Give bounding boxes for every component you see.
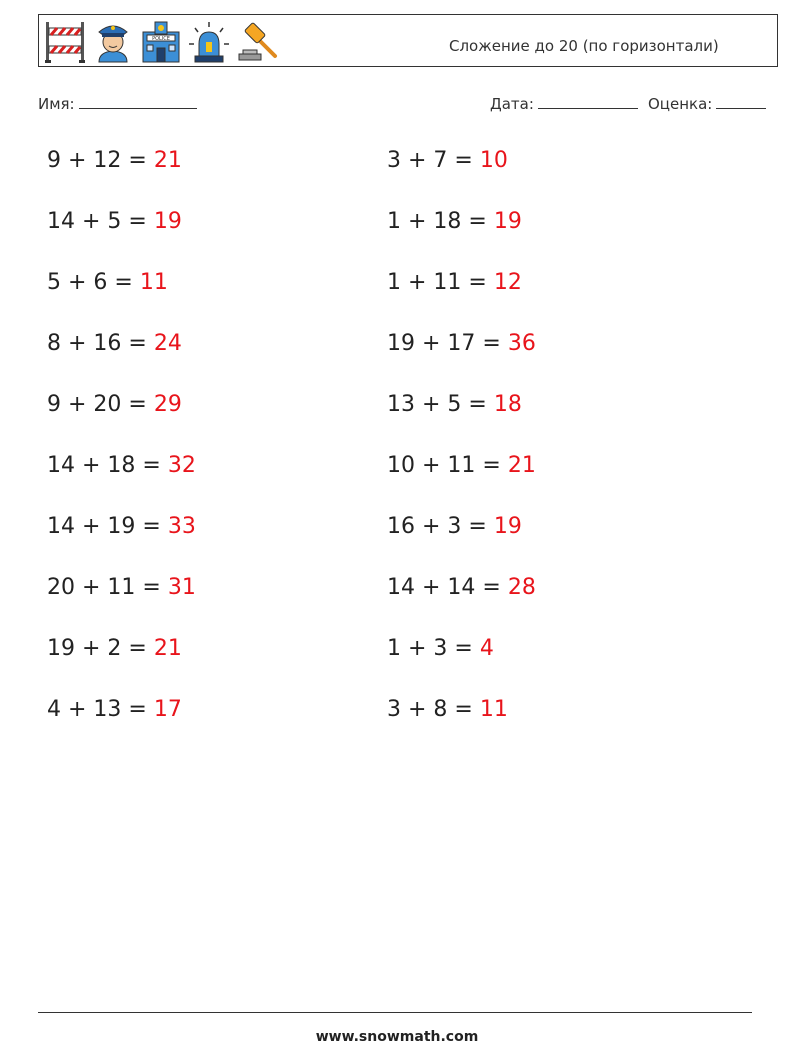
siren-icon — [187, 18, 231, 64]
problem-item — [47, 697, 182, 722]
police-officer-icon — [91, 18, 135, 64]
problem-answer: 31 — [167, 575, 196, 600]
problem-answer: 32 — [167, 453, 196, 478]
date-field[interactable] — [490, 94, 638, 113]
problem-answer: 11 — [479, 697, 508, 722]
problem-question: 1 + 3 = — [387, 636, 480, 661]
footer-site: www.snowmath.com — [315, 1029, 479, 1045]
problem-question: 14 + 18 = — [47, 453, 168, 478]
problem-answer: 10 — [479, 148, 508, 173]
date-blank[interactable] — [538, 94, 638, 109]
problem-answer: 12 — [493, 270, 522, 295]
problem-item — [47, 270, 168, 295]
problem-item — [387, 331, 536, 356]
barrier-icon — [43, 18, 87, 64]
problem-answer: 18 — [493, 392, 522, 417]
worksheet-header — [38, 14, 778, 67]
problem-item — [47, 453, 196, 478]
student-fields — [38, 94, 772, 116]
problem-question: 5 + 6 = — [47, 270, 140, 295]
header-icons — [43, 18, 279, 64]
problem-answer: 29 — [153, 392, 182, 417]
grade-field[interactable] — [648, 94, 766, 113]
problem-item — [387, 697, 508, 722]
name-blank[interactable] — [79, 94, 197, 109]
problem-answer: 21 — [153, 148, 182, 173]
problem-answer: 21 — [153, 636, 182, 661]
problem-question: 14 + 14 = — [387, 575, 508, 600]
problem-question: 3 + 8 = — [387, 697, 480, 722]
problem-answer: 28 — [507, 575, 536, 600]
problem-item — [387, 453, 536, 478]
problem-answer: 11 — [139, 270, 168, 295]
problem-item — [387, 148, 508, 173]
problem-item — [47, 331, 182, 356]
problem-answer: 4 — [479, 636, 494, 661]
problem-question: 8 + 16 = — [47, 331, 154, 356]
footer-divider — [38, 1012, 752, 1013]
problem-item — [387, 209, 522, 234]
problem-answer: 36 — [507, 331, 536, 356]
problem-item — [47, 209, 182, 234]
problem-answer: 17 — [153, 697, 182, 722]
problem-item — [387, 636, 494, 661]
name-label: Имя: — [38, 95, 75, 113]
problem-answer: 33 — [167, 514, 196, 539]
problem-item — [47, 148, 182, 173]
problem-item — [47, 575, 196, 600]
problem-answer: 19 — [153, 209, 182, 234]
gavel-icon — [235, 18, 279, 64]
problem-question: 10 + 11 = — [387, 453, 508, 478]
problem-question: 1 + 11 = — [387, 270, 494, 295]
problem-answer: 24 — [153, 331, 182, 356]
grade-blank[interactable] — [716, 94, 766, 109]
name-field[interactable] — [38, 94, 197, 113]
problem-item — [47, 392, 182, 417]
problem-item — [47, 514, 196, 539]
problem-question: 9 + 12 = — [47, 148, 154, 173]
worksheet-title: Сложение до 20 (по горизонтали) — [449, 37, 719, 55]
problem-question: 4 + 13 = — [47, 697, 154, 722]
problem-answer: 21 — [507, 453, 536, 478]
date-label: Дата: — [490, 95, 534, 113]
grade-label: Оценка: — [648, 95, 713, 113]
problem-question: 1 + 18 = — [387, 209, 494, 234]
svg-text:POLICE: POLICE — [152, 36, 170, 42]
problem-question: 9 + 20 = — [47, 392, 154, 417]
problem-question: 16 + 3 = — [387, 514, 494, 539]
police-station-icon — [139, 18, 183, 64]
problem-question: 14 + 19 = — [47, 514, 168, 539]
problem-question: 13 + 5 = — [387, 392, 494, 417]
problem-question: 19 + 17 = — [387, 331, 508, 356]
problem-item — [387, 270, 522, 295]
problem-item — [387, 575, 536, 600]
problem-question: 3 + 7 = — [387, 148, 480, 173]
problem-answer: 19 — [493, 209, 522, 234]
problem-item — [387, 392, 522, 417]
problem-question: 19 + 2 = — [47, 636, 154, 661]
problem-question: 20 + 11 = — [47, 575, 168, 600]
problem-item — [387, 514, 522, 539]
problem-answer: 19 — [493, 514, 522, 539]
problem-item — [47, 636, 182, 661]
problem-question: 14 + 5 = — [47, 209, 154, 234]
